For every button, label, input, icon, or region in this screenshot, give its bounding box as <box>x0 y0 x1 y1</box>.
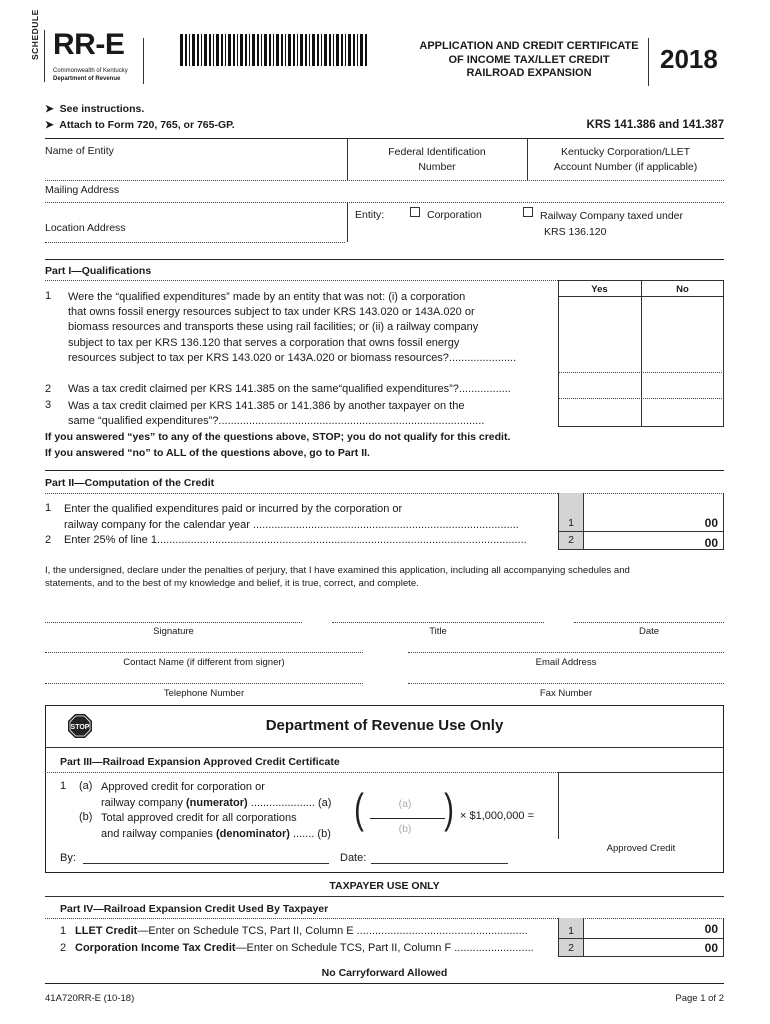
part4-line2-rest: —Enter on Schedule TCS, Part II, Column F .......................... <box>235 942 534 954</box>
name-of-entity-label: Name of Entity <box>45 145 114 157</box>
part3-a-line2-text: railway company <box>101 796 186 809</box>
barcode-bar <box>221 34 223 66</box>
q1-line: Were the “qualified expenditures” made by an entity that was not: (i) a corporation <box>68 291 466 303</box>
corp-income-tax-credit-label: Corporation Income Tax Credit <box>75 942 236 954</box>
telephone-field[interactable] <box>45 683 363 684</box>
part3-b-line2-end: ....... (b) <box>289 827 331 840</box>
fraction-denominator: (b) <box>398 823 412 835</box>
q3-number: 3 <box>45 399 52 411</box>
part2-line1-text-b: railway company for the calendar year ....................................................................................... <box>64 518 519 531</box>
barcode-bar <box>233 34 235 66</box>
ky-account-label-line2: Account Number (if applicable) <box>553 161 698 173</box>
part4-line1-cents: 00 <box>704 922 718 936</box>
barcode-bar <box>216 34 219 66</box>
part4-box2-label: 2 <box>568 942 574 954</box>
part2-line2-cents: 00 <box>704 536 718 550</box>
rule <box>45 138 724 139</box>
barcode-bar <box>365 34 367 66</box>
rule <box>45 280 558 281</box>
barcode-bar <box>180 34 183 66</box>
barcode-bar <box>249 34 250 66</box>
form-code: RR-E <box>53 28 125 61</box>
rule <box>45 983 724 984</box>
barcode-bar <box>264 34 267 66</box>
q1-no-field[interactable] <box>641 296 724 372</box>
contact-name-field[interactable] <box>45 652 363 653</box>
commonwealth-text: Commonwealth of Kentucky <box>53 68 128 74</box>
stop-sign-text: STOP <box>70 724 90 731</box>
title-field[interactable] <box>332 622 544 623</box>
q1-text <box>68 290 558 366</box>
no-carryforward-note: No Carryforward Allowed <box>321 967 448 979</box>
part2-line2-text: Enter 25% of line 1......................................................................................................................... <box>64 534 527 546</box>
header-divider-mid <box>143 38 144 84</box>
no-column-header: No <box>676 284 689 295</box>
name-of-entity-field[interactable] <box>45 158 345 178</box>
form-title-line1: APPLICATION AND CREDIT CERTIFICATE <box>419 40 639 52</box>
part4-line2-number: 2 <box>60 942 67 954</box>
barcode-bar <box>273 34 274 66</box>
barcode-bar <box>353 34 355 66</box>
q3-line: Was a tax credit claimed per KRS 141.385 or 141.386 by another taxpayer on the <box>68 400 465 412</box>
q3-yes-field[interactable] <box>558 398 641 427</box>
q1-line: biomass resources and transports these using rail facilities; or (ii) a railway company <box>68 321 479 334</box>
date-label: Date <box>638 626 660 637</box>
approved-credit-box[interactable] <box>558 772 724 839</box>
numerator-label: (numerator) <box>185 796 248 809</box>
barcode-bar <box>261 34 262 66</box>
barcode-bar <box>357 34 358 66</box>
q1-line: resources subject to tax per KRS 143.020 or 143A.020 or biomass resources?...................... <box>68 351 517 364</box>
part2-box2-label: 2 <box>568 534 574 546</box>
date-field[interactable] <box>574 622 724 623</box>
barcode <box>180 34 370 66</box>
barcode-bar <box>245 34 247 66</box>
barcode-bar <box>225 34 226 66</box>
rule <box>45 202 724 203</box>
form-number: 41A720RR-E (10-18) <box>45 993 135 1004</box>
fein-label-line1: Federal Identification <box>388 146 486 158</box>
barcode-bar <box>300 34 303 66</box>
part1-stop-instructions <box>45 430 510 461</box>
fax-label: Fax Number <box>539 688 593 699</box>
rule <box>347 202 348 242</box>
signature-label: Signature <box>153 626 194 637</box>
barcode-bar <box>348 34 351 66</box>
part3-b-line2 <box>101 827 331 843</box>
denominator-label: (denominator) <box>215 827 290 840</box>
barcode-bar <box>321 34 322 66</box>
barcode-bar <box>276 34 279 66</box>
part3-a-line1: Approved credit for corporation or <box>101 781 265 793</box>
barcode-bar <box>333 34 334 66</box>
stop-no-text: If you answered “no” to ALL of the questions above, go to Part II. <box>45 446 370 459</box>
by-label: By: <box>60 852 76 864</box>
barcode-bar <box>281 34 283 66</box>
right-paren: ) <box>444 785 454 832</box>
part4-line1-rest: —Enter on Schedule TCS, Part II, Column E ........................................................ <box>137 925 528 937</box>
part2-line2-number: 2 <box>45 534 52 546</box>
barcode-bar <box>329 34 331 66</box>
barcode-bar <box>297 34 298 66</box>
mailing-address-label: Mailing Address <box>45 184 120 196</box>
part2-title: Part II—Computation of the Credit <box>45 477 215 489</box>
email-label: Email Address <box>535 657 597 668</box>
barcode-bar <box>197 34 199 66</box>
page-number: Page 1 of 2 <box>675 993 724 1004</box>
fein-label <box>347 145 527 175</box>
attach-instruction <box>45 119 235 131</box>
header-divider-left <box>44 30 45 82</box>
barcode-bar <box>192 34 195 66</box>
dor-date-label: Date: <box>340 852 367 864</box>
telephone-label: Telephone Number <box>163 688 245 699</box>
fein-label-line2: Number <box>418 161 456 173</box>
part3-line1-number: 1 <box>60 780 67 792</box>
barcode-bar <box>293 34 295 66</box>
department-text: Department of Revenue <box>53 76 121 82</box>
email-field[interactable] <box>408 652 724 653</box>
by-field[interactable] <box>83 863 329 864</box>
q2-text: Was a tax credit claimed per KRS 141.385 on the same“qualified expenditures”?................. <box>68 383 511 395</box>
barcode-bar <box>252 34 255 66</box>
q3-no-field[interactable] <box>641 398 724 427</box>
q3-text <box>68 399 484 429</box>
part3-b-line1: Total approved credit for all corporations <box>101 812 297 824</box>
rule <box>45 259 724 260</box>
barcode-bar <box>189 34 190 66</box>
part2-line1-text <box>64 502 519 533</box>
q2-yes-field[interactable] <box>558 372 641 398</box>
barcode-bar <box>288 34 291 66</box>
barcode-bar <box>201 34 202 66</box>
left-paren: ( <box>354 785 364 832</box>
barcode-bar <box>312 34 315 66</box>
part2-line1-cents: 00 <box>704 516 718 530</box>
multiplier-text: × $1,000,000 = <box>460 810 535 822</box>
ky-account-label <box>527 145 724 175</box>
part3-a-label: (a) <box>79 780 93 792</box>
taxpayer-use-only-heading: TAXPAYER USE ONLY <box>329 880 440 892</box>
declaration-line1: I, the undersigned, declare under the penalties of perjury, that I have examined this application, including all accompanying schedules and <box>45 565 630 576</box>
barcode-bar <box>336 34 339 66</box>
tax-year: 2018 <box>660 44 718 74</box>
barcode-bar <box>309 34 310 66</box>
dor-date-field[interactable] <box>371 863 508 864</box>
form-title-line3: RAILROAD EXPANSION <box>466 67 592 79</box>
fraction-bar <box>370 818 445 819</box>
dor-use-only-title: Department of Revenue Use Only <box>265 717 504 734</box>
fax-field[interactable] <box>408 683 724 684</box>
q3-line: same “qualified expenditures”?....................................................................................... <box>68 415 485 428</box>
barcode-bar <box>269 34 271 66</box>
entity-type-label: Entity: <box>355 209 385 221</box>
declaration-line2: statements, and to the best of my knowledge and belief, it is true, correct, and complete. <box>45 578 419 589</box>
llet-credit-label: LLET Credit <box>75 925 138 937</box>
q1-yes-field[interactable] <box>558 296 641 372</box>
rule <box>45 242 345 243</box>
approved-credit-label: Approved Credit <box>606 843 676 854</box>
see-instructions-text: See instructions. <box>59 103 145 115</box>
barcode-bar <box>345 34 346 66</box>
q1-number: 1 <box>45 290 52 302</box>
part1-title: Part I—Qualifications <box>45 265 152 277</box>
corporation-checkbox[interactable] <box>410 207 420 217</box>
barcode-bar <box>237 34 238 66</box>
part4-line2-cents: 00 <box>704 941 718 955</box>
barcode-bar <box>240 34 243 66</box>
part3-a-text <box>101 780 331 811</box>
header-divider-right <box>648 38 649 86</box>
signature-field[interactable] <box>45 622 302 623</box>
stop-yes-text: If you answered “yes” to any of the questions above, STOP; you do not qualify for this credit. <box>45 431 511 443</box>
part3-b-line2-text: and railway companies <box>101 827 216 840</box>
q1-line: subject to tax per KRS 136.120 that serves a corporation that owns fossil energy <box>68 336 460 349</box>
barcode-bar <box>213 34 214 66</box>
contact-name-label: Contact Name (if different from signer) <box>123 657 285 668</box>
barcode-bar <box>324 34 327 66</box>
barcode-bar <box>209 34 211 66</box>
part4-line1-number: 1 <box>60 925 67 937</box>
see-instructions <box>45 103 144 115</box>
part3-a-line2-end: ..................... (a) <box>247 796 332 809</box>
barcode-bar <box>360 34 363 66</box>
part3-title: Part III—Railroad Expansion Approved Credit Certificate <box>60 756 340 768</box>
location-address-field[interactable] <box>45 234 345 246</box>
q2-no-field[interactable] <box>641 372 724 398</box>
perjury-declaration <box>45 564 630 590</box>
fraction-numerator: (a) <box>398 798 412 810</box>
part4-line2-text <box>75 942 534 954</box>
title-label: Title <box>429 626 447 637</box>
railway-label-line1: Railway Company taxed under <box>540 210 683 222</box>
schedule-vertical-label: SCHEDULE <box>30 9 40 60</box>
rule <box>45 747 724 748</box>
rule <box>45 470 724 471</box>
part2-box1-label: 1 <box>568 517 574 529</box>
yes-column-header: Yes <box>591 284 608 295</box>
part4-line1-text <box>75 925 528 937</box>
ky-account-label-line1: Kentucky Corporation/LLET <box>561 146 690 158</box>
barcode-bar <box>185 34 187 66</box>
part3-a-line2 <box>101 796 331 812</box>
barcode-bar <box>285 34 286 66</box>
part2-line1-text-a: Enter the qualified expenditures paid or incurred by the corporation or <box>64 503 403 515</box>
q1-line: that owns fossil energy resources subject to tax under KRS 143.020 or 143A.020 or <box>68 306 475 319</box>
q2-number: 2 <box>45 383 52 395</box>
part4-box1-label: 1 <box>568 925 574 937</box>
form-title <box>412 40 646 81</box>
part4-title: Part IV—Railroad Expansion Credit Used By Taxpayer <box>60 903 329 915</box>
part2-line1-number: 1 <box>45 502 52 514</box>
attach-text: Attach to Form 720, 765, or 765-GP. <box>59 119 235 131</box>
location-address-label: Location Address <box>45 222 126 234</box>
railway-company-label <box>540 209 683 240</box>
barcode-bar <box>305 34 307 66</box>
barcode-bar <box>257 34 259 66</box>
arrow-right-icon: ➤ <box>45 119 54 131</box>
barcode-bar <box>228 34 231 66</box>
railway-label-line2: KRS 136.120 <box>544 225 607 238</box>
barcode-bar <box>204 34 207 66</box>
part3-b-label: (b) <box>79 811 93 823</box>
railway-company-checkbox[interactable] <box>523 207 533 217</box>
barcode-bar <box>341 34 343 66</box>
barcode-bar <box>317 34 319 66</box>
rule <box>45 896 724 897</box>
part3-b-text <box>101 811 331 842</box>
form-title-line2: OF INCOME TAX/LLET CREDIT <box>448 53 610 66</box>
krs-reference: KRS 141.386 and 141.387 <box>586 119 724 131</box>
corporation-label: Corporation <box>427 209 482 221</box>
arrow-right-icon: ➤ <box>45 103 54 115</box>
rule <box>45 180 724 181</box>
